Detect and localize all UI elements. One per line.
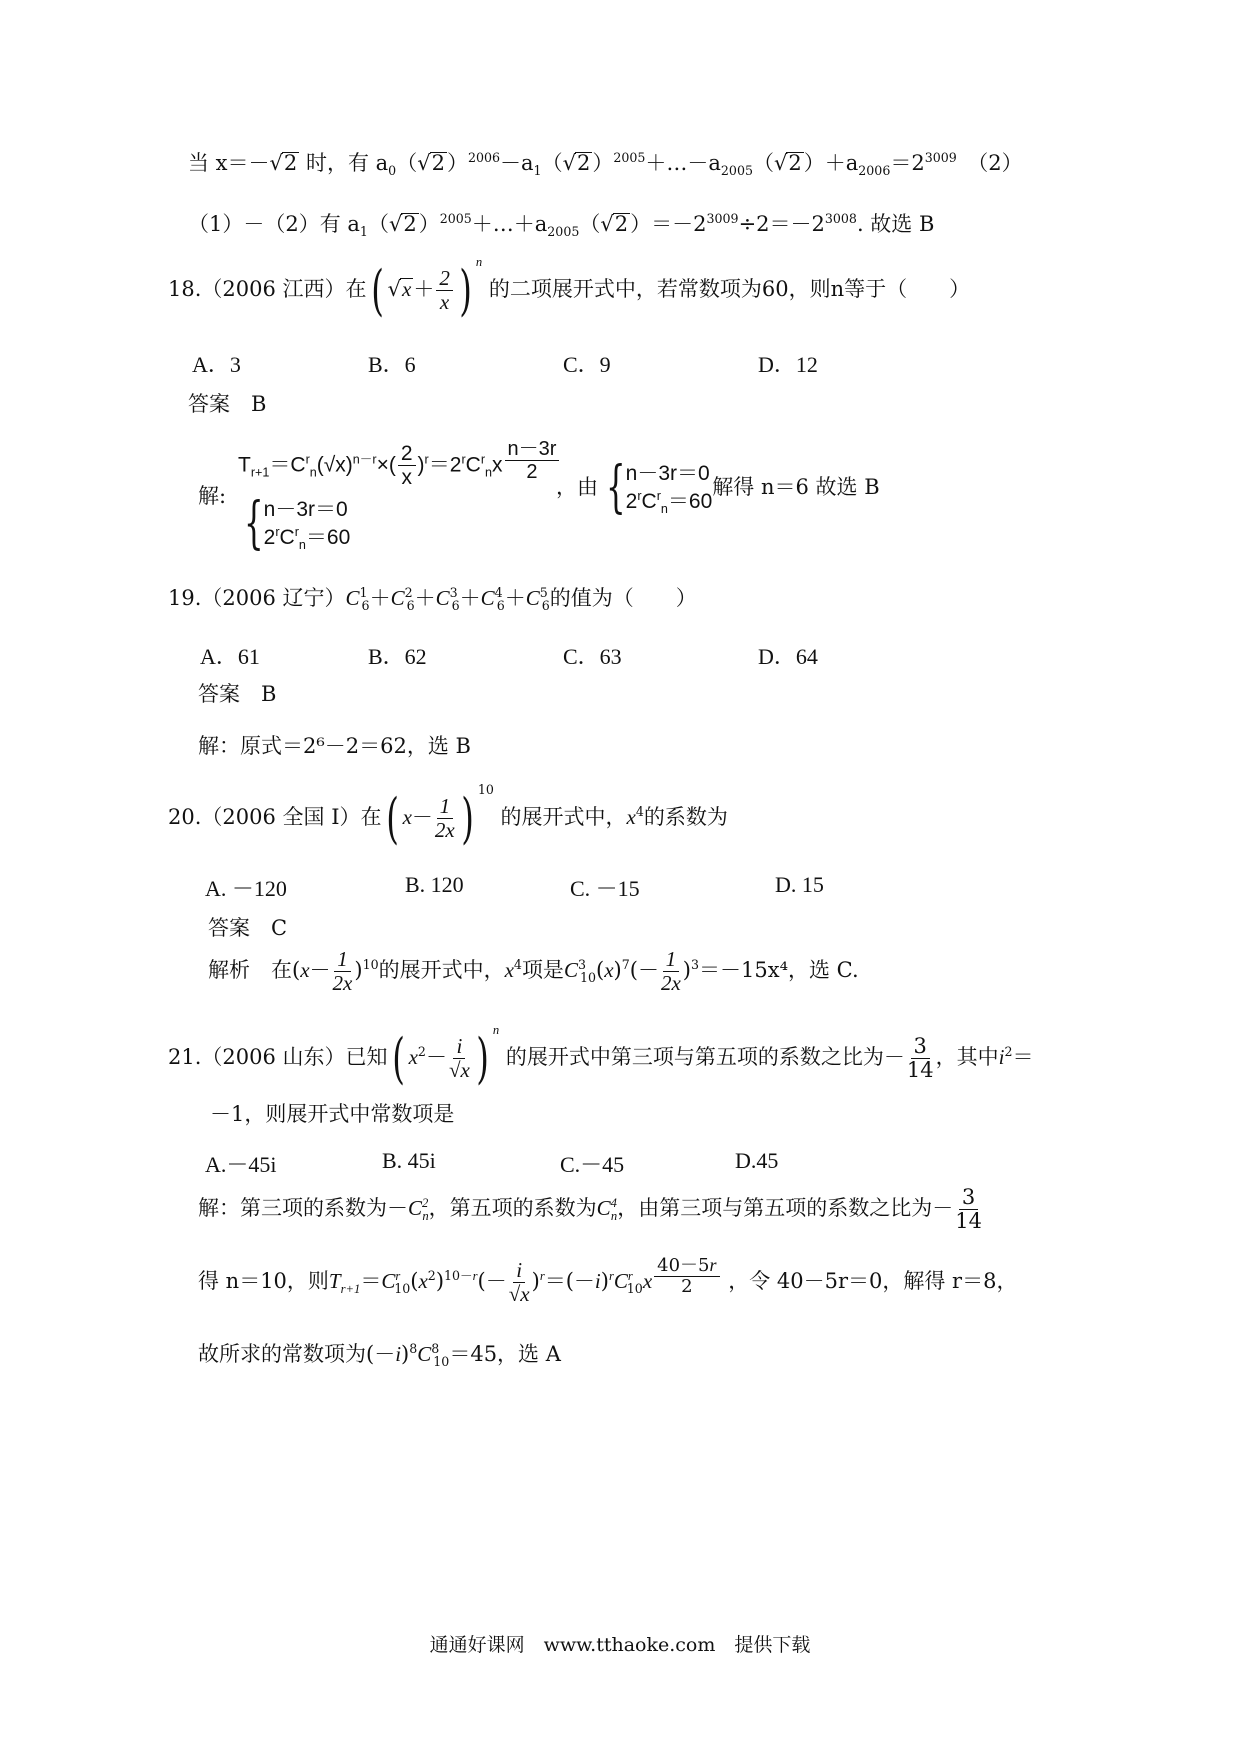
- q21-option-d: D.45: [735, 1148, 779, 1173]
- q18-option-d: D．12: [758, 352, 818, 377]
- q20-stem-text: 的展开式中，: [500, 805, 627, 829]
- q19-option-c: C．63: [563, 644, 622, 669]
- q21-option-b: B. 45i: [382, 1148, 436, 1173]
- q21-sol3a: 故所求的常数项为: [198, 1342, 366, 1366]
- q20-answer: 答案 C: [208, 916, 288, 940]
- q18-solution-label: 解:: [198, 484, 227, 508]
- question-18-stem: 18.（2006 江西）在( √x＋ $\frac{2}{x}$ ) $^n$ 的二项展开式中，若常数项为60，则n等于（ ）: [168, 255, 971, 322]
- q18-option-b: B．6: [368, 352, 416, 377]
- question-21-stem: 21.（2006 山东）已知( $x^2-$ $\frac{i}{√x}$ ) $^n$ 的展开式中第三项与第五项的系数之比为－ $\frac{3}{14}$ ，其中$i^2=$: [168, 1023, 1034, 1090]
- q21-stem2: ，其中: [935, 1045, 999, 1069]
- q21-stem-line2: －1，则展开式中常数项是: [210, 1102, 455, 1126]
- q21-sol2b: ，令 40－5r＝0，解得 r＝8，: [728, 1268, 1018, 1293]
- question-19-stem: 19.（2006 辽宁）$C^1_6+C^2_6+C^3_6+C^4_6+C^5_6$的值为（ ）: [168, 585, 697, 614]
- q20-sol-b: 的展开式中，: [378, 958, 505, 983]
- q19-answer: 答案 B: [198, 682, 277, 706]
- q19-number: 19.（2006 辽宁）: [168, 586, 346, 610]
- q18-system-left: { n－3r＝0 $2^rC^r_n=60$: [244, 491, 351, 557]
- q20-option-a: A. －120: [205, 876, 287, 901]
- page-footer: 通通好课网 www.tthaoke.com 提供下载: [429, 1634, 811, 1656]
- q18-option-a: A．3: [192, 352, 241, 377]
- q21-sol2a: 得 n＝10，则: [198, 1268, 329, 1293]
- q18-option-c: C．9: [563, 352, 611, 377]
- q18-number: 18.（2006 江西）在: [168, 277, 367, 301]
- q18-sol-end: 解得 n＝6 故选 B: [712, 474, 880, 499]
- q19-solution: 解：原式＝2⁶－2＝62，选 B: [198, 734, 471, 758]
- q21-solution-line-2: 得 n＝10，则$T_{r+1}=C^r_{10}(x^2)^{10-r}(-$ $\frac{i}{√x}$ )$^r=(-i)^rC^r_{10}x$ $^{\frac{40-5r}{2}}$ ，令 40－5r＝0，解得 r＝8，: [198, 1255, 1018, 1306]
- q21-sol3b: ＝45，选 A: [449, 1342, 561, 1366]
- solution-line-1: 当 x＝－√2 时，有 $a_0(√2)^{2006}-a_1(√2)^{2005}+\dots-a_{2005}(√2)+a_{2006}=2^{3009}$ （2）: [188, 150, 1023, 179]
- q20-number: 20.（2006 全国 I）在: [168, 805, 382, 829]
- q19-option-a: A．61: [200, 644, 260, 669]
- q20-option-d: D. 15: [775, 872, 824, 897]
- q19-option-b: B．62: [368, 644, 427, 669]
- q19-stem-text: 的值为（ ）: [549, 586, 697, 610]
- q21-solution-line-3: 故所求的常数项为$(-i)^8C^8_{10}=45$，选 A: [198, 1341, 561, 1370]
- q21-option-a: A.－45i: [205, 1152, 277, 1177]
- q20-sol-d: ＝－15x⁴，选 C.: [699, 958, 859, 983]
- q19-option-d: D．64: [758, 644, 818, 669]
- q18-sol-mid: ，由: [556, 474, 598, 499]
- q21-solution-line-1: 解：第三项的系数为$-C^2_n$，第五项的系数为$C^4_n$，由第三项与第五项的系数之比为－ $\frac{3}{14}$: [198, 1185, 982, 1234]
- q21-sol1a: 解：第三项的系数为－: [198, 1196, 408, 1221]
- q21-stem-text: 的展开式中第三项与第五项的系数之比为－: [505, 1045, 905, 1069]
- q21-sol1c: ，由第三项与第五项的系数之比为－: [617, 1196, 954, 1221]
- q21-option-c: C.－45: [560, 1152, 625, 1177]
- q20-option-c: C. －15: [570, 876, 640, 901]
- q21-sol1b: ，第五项的系数为: [428, 1196, 597, 1221]
- q20-sol-a: 解析 在: [208, 958, 292, 983]
- q20-stem2: 的系数为: [643, 805, 728, 829]
- solution-line-2: （1）－（2）有 $a_1(√2)^{2005}+\dots+a_{2005}(√2)=-2^{3009}\div 2=-2^{3008}$. 故选 B: [188, 211, 935, 240]
- q18-answer: 答案 B: [188, 392, 267, 416]
- q20-solution: 解析 在(x－ $\frac{1}{2x}$ )$^{10}$的展开式中，$x^4$项是$C^3_{10}(x)^7(-$ $\frac{1}{2x}$ )$^3$＝－15x⁴，选 C.: [208, 947, 859, 996]
- q18-system-right: ，由 { n－3r＝0 $2^rC^r_n=60$ 解得 n＝6 故选 B: [556, 455, 880, 521]
- question-20-stem: 20.（2006 全国 I）在( x－ $\frac{1}{2x}$ ) $^{10}$ 的展开式中，$x^4$的系数为: [168, 782, 728, 850]
- q20-sol-c: 项是: [521, 958, 564, 983]
- q21-number: 21.（2006 山东）已知: [168, 1045, 388, 1069]
- q21-stem3: ＝: [1012, 1045, 1034, 1069]
- q18-stem-text: 的二项展开式中，若常数项为60，则n等于（ ）: [488, 277, 971, 301]
- q20-option-b: B. 120: [405, 872, 464, 897]
- q18-solution-formula: $T_{r+1}=C^r_n(√x)^{n-r}\times$( $\frac{2}{x}$ )$^r=2^rC^r_nx$ $^{\frac{n-3r}{2}}$: [238, 438, 561, 489]
